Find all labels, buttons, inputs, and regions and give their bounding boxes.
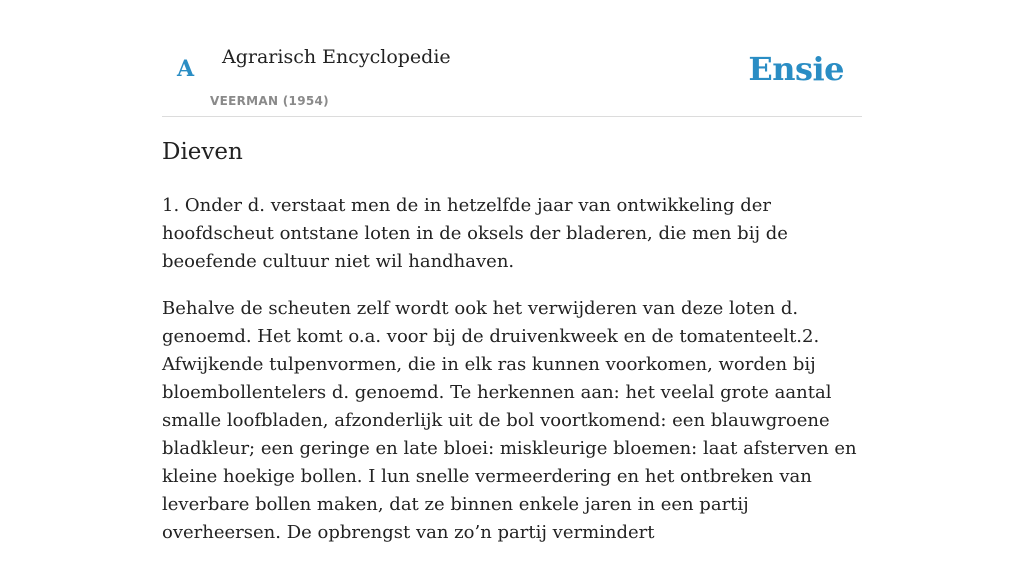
ensie-brand-link[interactable]: Ensie bbox=[748, 50, 844, 88]
article-paragraph-2: Behalve de scheuten zelf wordt ook het verwijderen van deze loten d. genoemd. Het komt o.a. voor bij de druivenkweek en de tomatenteelt.2. Afwijkende tulpenvormen, die in elk ras kunnen voorkomen, worden bij bloembollentelers d. genoemd. Te herkennen aan: het veelal grote aantal smalle loofbladen, afzonderlijk uit de bol voortkomend: een blauwgroene bladkleur; een geringe en late bloei: miskleurige bloemen: laat afsterven en kleine hoekige bollen. I lun snelle vermeerdering en het ontbreken van leverbare bollen maken, dat ze binnen enkele jaren in een partij overheersen. De opbrengst van zo’n partij vermindert bbox=[162, 298, 857, 543]
site-header bbox=[162, 0, 862, 117]
encyclopedia-title-link[interactable]: Agrarisch Encyclopedie bbox=[222, 46, 451, 68]
author-year: VEERMAN (1954) bbox=[210, 94, 329, 108]
encyclopedia-logo-link[interactable]: A bbox=[177, 56, 195, 82]
article-paragraph-1: 1. Onder d. verstaat men de in hetzelfde jaar van ontwikkeling der hoofdscheut ontstane loten in de oksels der bladeren, die men bij de beoefende cultuur niet wil handhaven. bbox=[162, 195, 788, 272]
article-body bbox=[162, 192, 862, 566]
article-title: Dieven bbox=[162, 139, 243, 165]
